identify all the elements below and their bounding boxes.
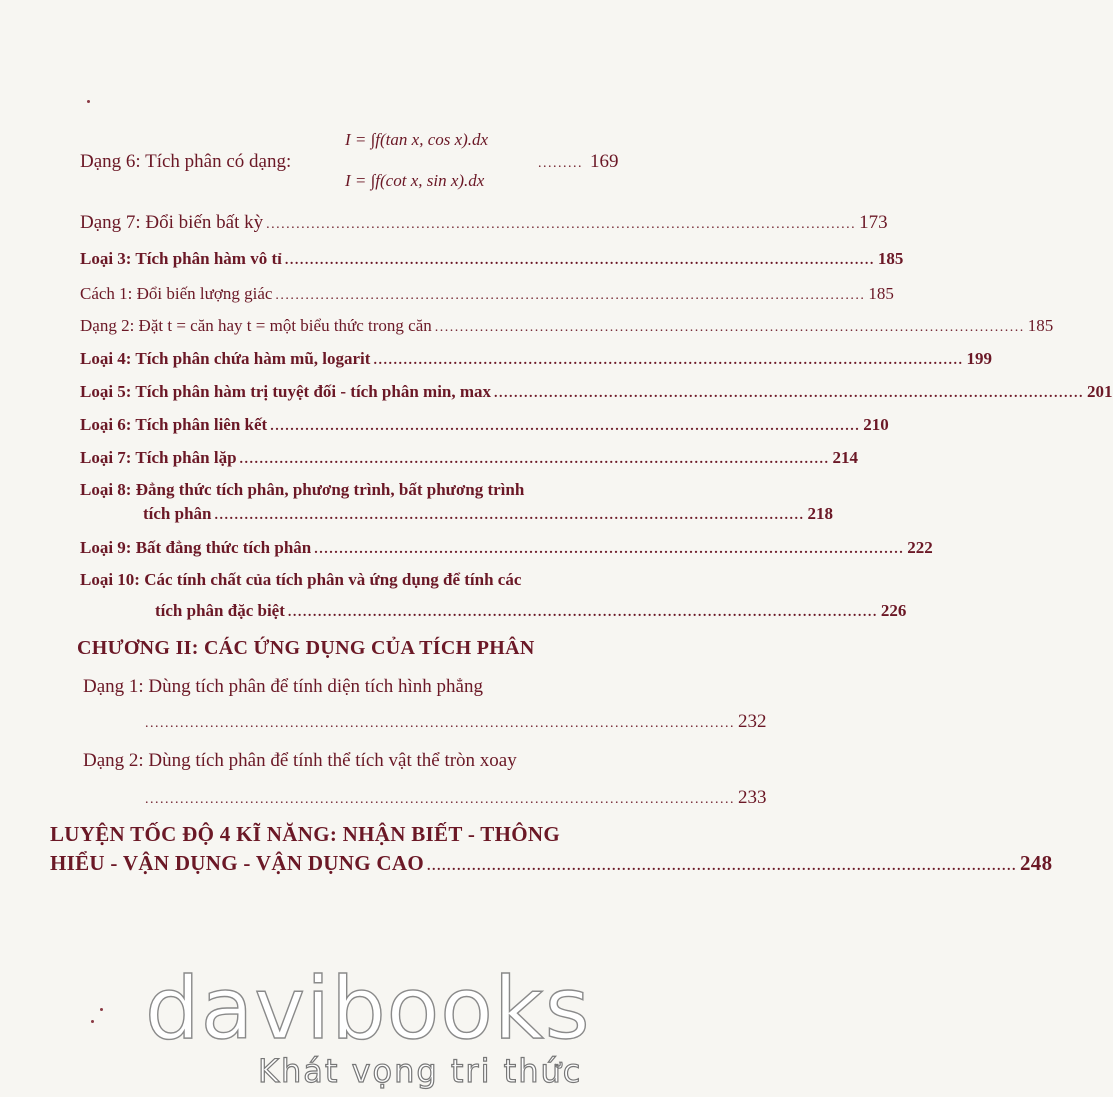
toc-entry-label: Cách 1: Đổi biến lượng giác (80, 284, 273, 303)
toc-entry-loai8-line1: Loại 8: Đẳng thức tích phân, phương trình, bất phương trình (80, 480, 525, 499)
toc-entry-page: 232 (738, 711, 767, 732)
toc-entry-label: Dạng 2: Đặt t = căn hay t = một biểu thức trong căn (80, 316, 432, 335)
toc-leader-dots: ...................................................................................................................... (145, 792, 735, 807)
toc-leader-dots: ...................................................................................................................... (314, 542, 905, 557)
toc-entry-page: 185 (877, 249, 904, 268)
final-section-title-line2: HIỂU - VẬN DỤNG - VẬN DỤNG CAO (50, 851, 424, 875)
toc-entry-label: Loại 5: Tích phân hàm trị tuyệt đối - tích phân min, max (80, 382, 492, 401)
toc-entry-label: tích phân (143, 504, 212, 523)
toc-entry-page: 199 (966, 349, 992, 368)
toc-entry-loai9 (80, 538, 933, 558)
formula-cot-sin: I = ∫f(cot x, sin x).dx (345, 171, 485, 190)
paper-speck (87, 100, 90, 103)
toc-entry-label: Loại 6: Tích phân liên kết (80, 415, 268, 434)
toc-leader-dots: ...................................................................................................................... (275, 288, 866, 303)
formula-tan-cos: I = ∫f(tan x, cos x).dx (345, 130, 489, 149)
paper-speck (91, 1020, 94, 1023)
toc-entry-loai10-line1: Loại 10: Các tính chất của tích phân và ứng dụng để tính các (80, 570, 522, 589)
davibooks-watermark-logo (145, 958, 591, 1059)
toc-entry-ch2-dang2 (145, 787, 767, 809)
toc-entry-page: 214 (832, 448, 859, 467)
toc-entry-dang6-dots: ......... (538, 156, 583, 171)
final-section-title-line1: LUYỆN TỐC ĐỘ 4 KĨ NĂNG: NHẬN BIẾT - THÔNG (50, 822, 560, 846)
toc-entry-page: 185 (868, 284, 894, 303)
toc-leader-dots: ...................................................................................................................... (270, 419, 861, 434)
toc-entry-label: tích phân đặc biệt (155, 601, 285, 620)
toc-entry-loai8 (143, 504, 833, 524)
toc-leader-dots: ...................................................................................................................... (434, 320, 1025, 335)
toc-entry-loai3 (80, 249, 904, 269)
toc-entry-loai6 (80, 415, 889, 435)
toc-leader-dots: ...................................................................................................................... (214, 508, 805, 523)
toc-entry-ch2-dang2-label: Dạng 2: Dùng tích phân để tính thể tích vật thể tròn xoay (83, 750, 517, 771)
final-section-entry (50, 851, 1053, 876)
toc-entry-cach1 (80, 284, 894, 304)
toc-entry-label: Loại 3: Tích phân hàm vô tỉ (80, 249, 282, 268)
toc-leader-dots: ...................................................................................................................... (284, 253, 875, 268)
toc-leader-dots: ...................................................................................................................... (426, 859, 1017, 874)
toc-entry-dang6-page: 169 (590, 151, 619, 172)
toc-entry-page: 185 (1027, 316, 1054, 335)
toc-entry-dang2 (80, 316, 1054, 336)
chapter-2-title: CHƯƠNG II: CÁC ỨNG DỤNG CỦA TÍCH PHÂN (77, 637, 535, 659)
toc-entry-page: 210 (863, 415, 889, 434)
toc-entry-dang7 (80, 212, 888, 234)
toc-entry-ch2-dang1-label: Dạng 1: Dùng tích phân để tính diện tích hình phẳng (83, 676, 483, 697)
toc-entry-loai4 (80, 349, 992, 369)
toc-leader-dots: ...................................................................................................................... (266, 217, 857, 232)
toc-entry-dang6-label: Dạng 6: Tích phân có dạng: (80, 151, 292, 172)
toc-entry-label: Loại 9: Bất đẳng thức tích phân (80, 538, 312, 557)
toc-entry-page: 173 (859, 212, 888, 233)
toc-entry-loai5 (80, 382, 1113, 402)
toc-entry-page: 218 (807, 504, 833, 523)
toc-entry-loai10 (155, 601, 907, 621)
toc-entry-loai7 (80, 448, 859, 468)
toc-entry-label: Loại 4: Tích phân chứa hàm mũ, logarit (80, 349, 371, 368)
toc-entry-page: 201 (1087, 382, 1113, 401)
watermark-tagline: Khát vọng tri thức (258, 1052, 583, 1090)
toc-leader-dots: ...................................................................................................................... (287, 605, 878, 620)
toc-entry-label: Dạng 7: Đổi biến bất kỳ (80, 212, 264, 233)
toc-leader-dots: ...................................................................................................................... (239, 452, 830, 467)
toc-entry-label: Loại 7: Tích phân lặp (80, 448, 237, 467)
toc-entry-page: 233 (738, 787, 767, 808)
paper-speck (100, 1008, 103, 1011)
toc-leader-dots: ...................................................................................................................... (373, 353, 964, 368)
toc-entry-page: 248 (1019, 851, 1053, 875)
toc-leader-dots: ...................................................................................................................... (145, 716, 735, 731)
toc-entry-ch2-dang1 (145, 711, 767, 733)
toc-entry-page: 226 (880, 601, 907, 620)
toc-leader-dots: ...................................................................................................................... (494, 386, 1085, 401)
brand-text: davibooks (145, 959, 591, 1059)
toc-entry-page: 222 (907, 538, 933, 557)
